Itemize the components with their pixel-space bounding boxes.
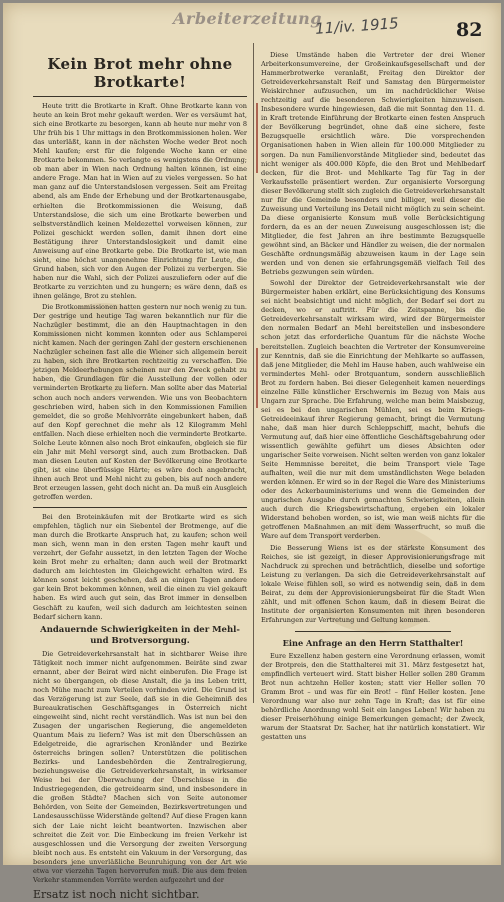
masthead-stamp: Arbeiterzeitung (173, 9, 322, 28)
article-paragraph: Die Besserung Wiens ist es der stärkste Konsument des Reiches, sie ist gezeigt, in dieser Approvisionierungsfrage mit Nachdruck zu sprechen und beträchtlich, dieselbe und sofortige Leistung zu verlangen. Da sich die Getreideverkehrsanstalt auf lokale Weise fühlen soll, so wird es notwendig sein, daß in dem Beirat, zu dem der Approvisionierungsbeirat für die Stadt Wien zählt, und mit offenen Schon kaum, daß in diesem Beirat die Institute der organisierten Konsumenten mit ihren besonderen Erfahrungen zur Vertretung und Geltung kommen. (261, 543, 485, 624)
closing-line: Ersatz ist noch nicht sichtbar. (33, 887, 200, 901)
article-title: Eine Anfrage an den Herrn Statthalter! (282, 637, 464, 648)
article-title: Kein Brot mehr ohne Brotkarte! (47, 55, 233, 91)
section-rule (33, 507, 247, 508)
left-column (33, 51, 248, 901)
newspaper-clipping (3, 3, 501, 901)
article-paragraph: Eure Exzellenz haben gestern eine Verordnung erlassen, womit der Brotpreis, den die Statthalterei mit 31. März festgesetzt hat, empfindlich verteuert wird. Statt bisher Heller sollen 280 Gramm Brot nun achtzehn Heller kosten; statt vier Heller sollen 70 Gramm Brot – und was für ein Brot! – fünf Heller kosten. Jene Verordnung war also nur zehn Tage in Kraft; das ist für eine behördliche Anordnung wohl Seit ein langes Leben! Wir haben zu dieser Preiserhöhung einige Bemerkungen gemacht; der Zweck, warum der Staatsrat Dr. Sacher, hat ihr natürlich konstatiert. Wir gestatten uns (261, 651, 485, 742)
handwritten-date: 11/iv. 1915 (314, 14, 400, 38)
title-rule (33, 96, 247, 97)
article-paragraph: Sowohl der Direktor der Getreideverkehrsanstalt wie der Bürgermeister haben erklärt, eine Berücksichtigung des Konsums sei nicht beabsichtigt und nicht möglich, der Bedarf sei dort zu decken, wo er auftritt. Für die Zeitspanne, bis die Getreideverkehrsanstalt wirksam wird, wird der Bürgermeister den normalen Bedarf an Mehl bereitstellen und insbesondere schon jetzt das erforderliche Quantum für die nächste Woche bereitstellen. Zugleich beachten die Vertreter der Konsumvereine zur Kenntnis, daß sie die Einrichtung der Mehlkarte so auffassen, daß jene Mitglieder, die Mehl im Hause haben, auch wahlweise ein vermindertes Mehl- oder Brotquantum, sondern ausschließlich Brot zu fordern haben. Bei dieser Gelegenheit kamen neuerdings einzelne Fälle künstlicher Erschwernis im Bezug von Mais aus Ungarn zur Sprache. Die Erfahrung, welche man beim Maisbezug, sei es bei den ungarischen Mühlen, sei es beim Kriegs-Getreideeinkauf ihrer Regierung gemacht, bringt die Vermutung nahe, daß man hier durch Schleppschiff, macht, behufs die Vermutung auf, daß hier eine öffentliche Geschäftsgebahrung oder wissentlich gewählte geführt um dieses Absichten oder ungarischer Seite vorweisen. Nicht selten werden von ganz lokaler Seite Hemmnisse bereitet, die beim Transport viele Tage aufhalten, weil die nur mit dem umständlichsten Wege beladen werden können. Er wird so in der Regel die Ware des Ministeriums oder des Ackerbauministeriums und wenn die Gemeinden der ungarischen Ausgabe durch gemachten Schwierigkeiten, allein auch durch die Kriegsbewirtschaftung, ergeben ein lokaler Widerstand behoben worden, so ist, wie man weiß nichts für die getroffenen Maßnahmen an mit dem Wasserfrucht, so muß die Ware auf dem Transport verderben. (261, 279, 485, 541)
red-margin-mark (256, 103, 258, 173)
right-column (261, 51, 485, 742)
red-margin-mark (256, 348, 258, 408)
article-paragraph: Die Getreideverkehrsanstalt hat in sichtbarer Weise ihre Tätigkeit noch immer nicht aufgenommen. Beiräte sind zwar ernannt, aber der Beirat wird nicht einberufen. Die Frage ist nicht so übergangen, ob diese Anstalt, die ja ins Leben tritt, noch Mühe macht zum Verteilen vorhinden wird. Die Grund ist das Verzögerung ist zur Seele, daß sie in die Geheimniß des Bureaukratischen Geschäftsganges in Österreich nicht eingeweiht sind, nicht recht verständlich. Was ist nun bei den Zusagen der ungarischen Regierung, die angemeldeten Quantum Mais zu liefern? Was ist mit den Überschüssen an Edelgetreide, die agrarischen Kronländer und Bezirke österreichs bringen sollen? Unterstützen die politischen Bezirks- und Landesbehörden die Zentralregierung, beziehungsweise die Getreideverkehrsanstalt, in wirksamer Weise bei der Überwachung der Überschüsse in die Industriegegenden, die getreidearm sind, und insbesondere in die großen Städte? Machen sich von Seite autonomer Behörden, von Seite der Gemeinden, Bezirksvertretungen und Landesausschüsse Widerstände geltend? Auf diese Fragen kann sich der Laie nicht leicht beantworten. Inzwischen aber schreitet die Zeit vor. Die Einbeckung im freien Verkehr ist ausgeschlossen und die Versorgung der zweiten Versorgung bleibt noch aus. Es entsteht ein Vakuum in der Versorgung, das besonders jene unverläßliche Beunruhigung von der Art wie etwa vor vierzehn Tagen hervorrufen muß. Die aus dem freien Verkehr stammenden Vorräte werden aufgezehrt und der (33, 649, 247, 884)
article-paragraph: Bei den Broteinkäufen mit der Brotkarte wird es sich empfehlen, täglich nur ein Siebentel der Brotmenge, auf die man durch die Brotkarte Anspruch hat, zu kaufen; schon weil man sich, wenn man in den ersten Tagen mehr kauft und verzehrt, der Gefahr aussetzt, in den letzten Tagen der Woche kein Brot mehr zu erhalten; dann auch weil der Brotmarkt dadurch am leichtesten im Gleichgewicht erhalten wird. Es können sonst leicht geschehen, daß an einigen Tagen andere gar kein Brot bekommen können, weil die einen zu viel gekauft haben. Es wird auch gut sein, das Brot immer in denselben Geschäft zu kaufen, weil sich dadurch am leichtesten seinen Bedarf sichern kann. (33, 513, 247, 621)
article-paragraph: Die Brotkommissionen hatten gestern nur noch wenig zu tun. Der gestrige und heutige Tag waren bekanntlich nur für die Nachzügler bestimmt, die an den Hauptnachtagen in den Kommissionen nicht kommen konnten oder aus Schlamperei nicht kamen. Nach der geringen Zahl der gestern erschienenen Nachzügler scheinen fast alle die Wiener sich allgemein bereit zu haben, sich ihre Brotkarten rechtzeitig zu verschaffen. Die jetzigen Meldeerhebungen scheinen nur den Zweck gehabt zu haben, die Grundlagen für die Ausstellung der vollen oder verminderten Brotkarte zu liefern. Man sollte aber das Material schon auch noch anders verwenden. Wie uns von Beobachtern geschrieben wird, haben sich in den Kommissionen Familien gemeldet, die so große Mehlvorräte eingebunkert haben, daß auf den Kopf gerechnet die mehr als 12 Kilogramm Mehl entfallen. Nach diese erhielten noch die verminderte Brotkarte. Solche Leute können also noch Brot einkaufen, obgleich sie für ein Jahr mit Mehl versorgt sind, auch zum Brotbacken. Daß man diesen Leuten auf Kosten der Bevölkerung eine Brotkarte gibt, ist eine überflüssige Härte; es wäre doch angebracht, ihnen auch Brot und Mehl nicht zu geben, bis auf noch andere Brot erzeugen lassen, geht doch nicht an. Da muß ein Ausgleich getroffen werden. (33, 303, 248, 502)
section-subheading: Andauernde Schwierigkeiten in der Mehl- und Brotversorgung. (40, 624, 240, 646)
page-number: 82 (456, 19, 483, 41)
column-divider (253, 43, 254, 703)
article-paragraph: Diese Umstände haben die Vertreter der drei Wiener Arbeiterkonsumvereine, der Großeinkaufsgesellschaft und der Hammerbrotwerke veranlaßt, Freitag den Direktor der Getreideverkehrsanstalt Reif und Samstag den Bürgermeister Weiskirchner aufzusuchen, um im nachdrücklicher Weise rechtzeitig auf die besonderen Schwierigkeiten hinzuweisen. Insbesondere wurde hingewiesen, daß die mit Sonntag den 11. d. in Kraft tretende Einführung der Brotkarte einen festen Anspruch der Bevölkerung begründet, ohne daß eine sichere, feste Bezugsquelle ersichtlich wäre. Die vorsprechenden Organisationen haben in Wien allein für 100.000 Mitglieder zu sorgen. Da nun Familienvorstände Mitglieder sind, bedeutet das nicht weniger als 400.000 Köpfe, die den Brot und Mehlbedarf decken, für die Brot- und Mehlkarte Tag für Tag in der Verkaufsstelle präsentiert werden. Zur organisierte Vorsorgung dieser Bevölkerung stellt sich zugleich die Getreideverkehrsanstalt nur für die Gemeinde besonders und billiger, weil dieser die Zuweisung und Verteilung ins Detail nicht möglich zu sein scheint. Da diese organisierte Konsum muß volle Berücksichtigung fordern, da es an der neuen Zuweisung ausgeschlossen ist; die Mitglieder, die fest Jahren an ihre bestimmte Bezugsquelle gewöhnt sind, an Bäcker und Händler zu weisen, die der normalen Geschäfte ordnungsmäßig abzuweisen kaum in der Lage sein werden und von denen sie erfahrungsgemäß vielfach Teil des Betriebs gezwungen sein würden. (261, 51, 485, 277)
section-rule (295, 631, 452, 632)
article-paragraph: Heute tritt die Brotkarte in Kraft. Ohne Brotkarte kann von heute an kein Brot mehr gekauft werden. Wer es versäumt hat, sich eine Brotkarte zu besorgen, kann ab heute nur mehr von 8 Uhr früh bis 1 Uhr mittags in den Brotkommissionen holen. Wer das unterläßt, kann in der nächsten Woche weder Brot noch Mehl kaufen; erst für die folgende Woche kann er eine Brotkarte bekommen. So verlangte es wenigstens die Ordnung; ob man aber in Wien nach Ordnung halten können, ist eine andere Frage. Man hat in Wien auf zu vieles vergessen. So hat man ganz auf die Unterstandslosen vergessen. Seit am Freitag abend, als am Ende der Erhebung und der Brotkartenausgabe, erhielten die Brotkommissionen die Weisung, daß Unterstandslose, die sich um eine Brotkarte bewerben und selbstverständlich keinen Meldezettel vorweisen können, zur Polizei geschickt werden sollen, damit ihnen dort eine Bestätigung ihrer Unterstandslosigkeit und damit eine Anweisung auf eine Brotkarte gebe. Die Brotkarte ist, wie man sieht, eine höchst unangenehme Einrichtung für Leute, die Grund haben, sich vor den Augen der Polizei zu verbergen. Sie haben nur die Wahl, sich der Polizei auszuliefern oder auf die Brotkarte zu verzichten und zu hungern; es wäre denn, daß es ihnen gelänge, Brot zu stehlen. (33, 102, 247, 300)
